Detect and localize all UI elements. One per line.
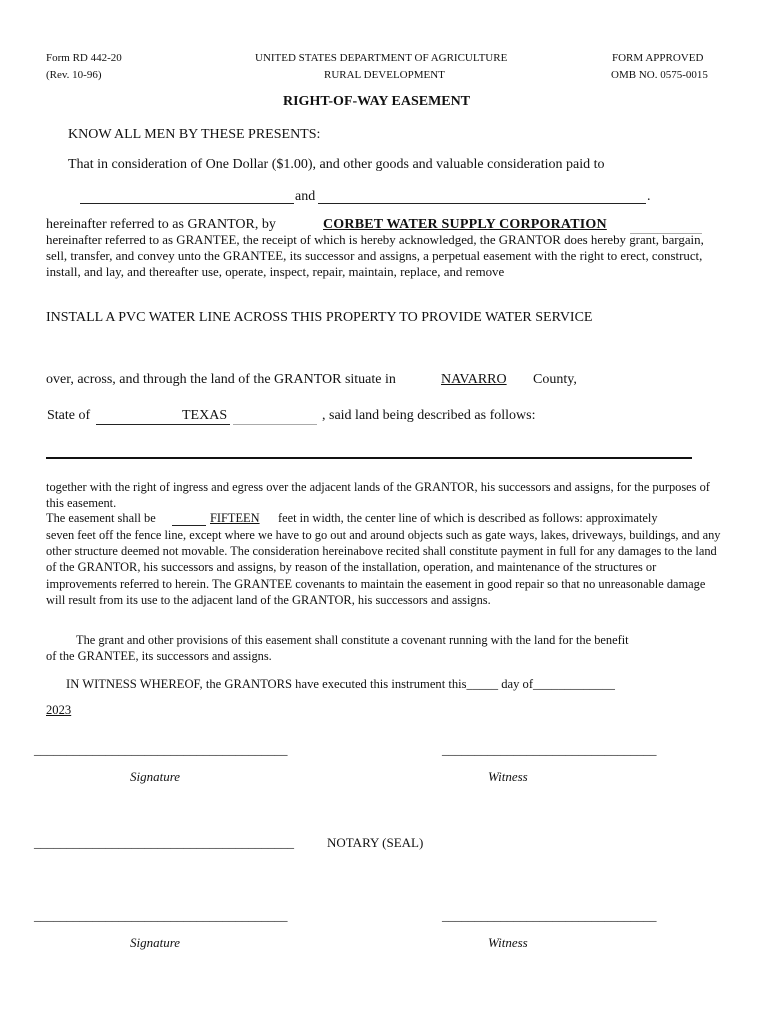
notary-signature-line[interactable]: ________________________________________ bbox=[34, 835, 294, 850]
width-value[interactable]: FIFTEEN bbox=[210, 511, 260, 525]
form-number: Form RD 442-20 bbox=[46, 52, 122, 64]
county-value[interactable]: NAVARRO bbox=[441, 372, 507, 387]
omb-number: OMB NO. 0575-0015 bbox=[611, 69, 708, 81]
grant-body: hereinafter referred to as GRANTEE, the receipt of which is hereby acknowledged, the GRANTOR does hereby grant, bargain, sell, transfer, and convey unto the GRANTEE, its successor and assigns, a perpetual easement with the right to erect, construct, install, and lay, and thereafter use, operate, inspect, repair, maintain, replace, and remove bbox=[46, 233, 704, 279]
witness-whereof: IN WITNESS WHEREOF, the GRANTORS have executed this instrument this_____ day of_____________ bbox=[66, 677, 615, 691]
grantor-signature-line-2[interactable]: _______________________________________ bbox=[34, 908, 288, 923]
state-blank-tail bbox=[233, 424, 317, 425]
covenant-line-2: of the GRANTEE, its successors and assigns. bbox=[46, 649, 272, 663]
witness-signature-line[interactable]: _________________________________ bbox=[442, 742, 657, 757]
form-approved: FORM APPROVED bbox=[612, 52, 704, 64]
execution-year[interactable]: 2023 bbox=[46, 703, 72, 717]
width-prefix: The easement shall be bbox=[46, 511, 156, 525]
land-description-line[interactable] bbox=[46, 457, 692, 459]
width-paragraph: seven feet off the fence line, except where we have to go out and around objects such as gate ways, lakes, driveways, buildings, and any other structure deemed not movable. The consideration hereinabove recited shall constitute payment in full for any damages to the land of the GRANTOR, his successors and assigns, by reason of the installation, operation, and maintenance of the structures or improvements referred to herein. The GRANTEE covenants to maintain the easement in good repair so that no unreasonable damage will result from its use to the adjacent land of the GRANTOR, his successors and assigns. bbox=[46, 528, 721, 607]
know-all-men: KNOW ALL MEN BY THESE PRESENTS: bbox=[68, 127, 321, 142]
witness-signature-line-2[interactable]: _________________________________ bbox=[442, 908, 657, 923]
grantee-name[interactable]: CORBET WATER SUPPLY CORPORATION bbox=[323, 217, 607, 232]
notary-seal-label: NOTARY (SEAL) bbox=[327, 835, 424, 850]
period-mark: . bbox=[647, 189, 651, 204]
grantor-second-name-blank[interactable] bbox=[318, 203, 646, 204]
signature-label-2: Signature bbox=[130, 935, 181, 950]
covenant-line-1: The grant and other provisions of this easement shall constitute a covenant running with the land for the benefit bbox=[76, 633, 629, 647]
and-word: and bbox=[295, 189, 316, 204]
state-value[interactable]: TEXAS bbox=[182, 408, 228, 423]
state-blank bbox=[96, 424, 230, 425]
signature-label: Signature bbox=[130, 769, 181, 784]
land-location-text: over, across, and through the land of the GRANTOR situate in bbox=[46, 372, 396, 387]
consideration-text: That in consideration of One Dollar ($1.00), and other goods and valuable consideration paid to bbox=[68, 157, 605, 172]
width-suffix: feet in width, the center line of which is described as follows: approximately bbox=[278, 511, 658, 525]
state-label: State of bbox=[47, 408, 91, 423]
document-title: RIGHT-OF-WAY EASEMENT bbox=[283, 94, 471, 109]
ingress-paragraph: together with the right of ingress and egress over the adjacent lands of the GRANTOR, his successors and assigns, for the purposes of this easement. bbox=[46, 480, 710, 511]
form-revision: (Rev. 10-96) bbox=[46, 69, 102, 81]
grantor-signature-line[interactable]: _______________________________________ bbox=[34, 742, 288, 757]
agency-name: RURAL DEVELOPMENT bbox=[324, 69, 445, 81]
easement-purpose[interactable]: INSTALL A PVC WATER LINE ACROSS THIS PROPERTY TO PROVIDE WATER SERVICE bbox=[46, 310, 593, 325]
department-name: UNITED STATES DEPARTMENT OF AGRICULTURE bbox=[255, 52, 508, 64]
land-described-text: , said land being described as follows: bbox=[322, 408, 536, 423]
width-blank-lead bbox=[172, 525, 206, 526]
witness-label-2: Witness bbox=[488, 935, 528, 950]
county-label: County, bbox=[533, 372, 577, 387]
grantor-name-blank[interactable] bbox=[80, 203, 294, 204]
grantor-prefix: hereinafter referred to as GRANTOR, by bbox=[46, 217, 276, 232]
witness-label: Witness bbox=[488, 769, 528, 784]
